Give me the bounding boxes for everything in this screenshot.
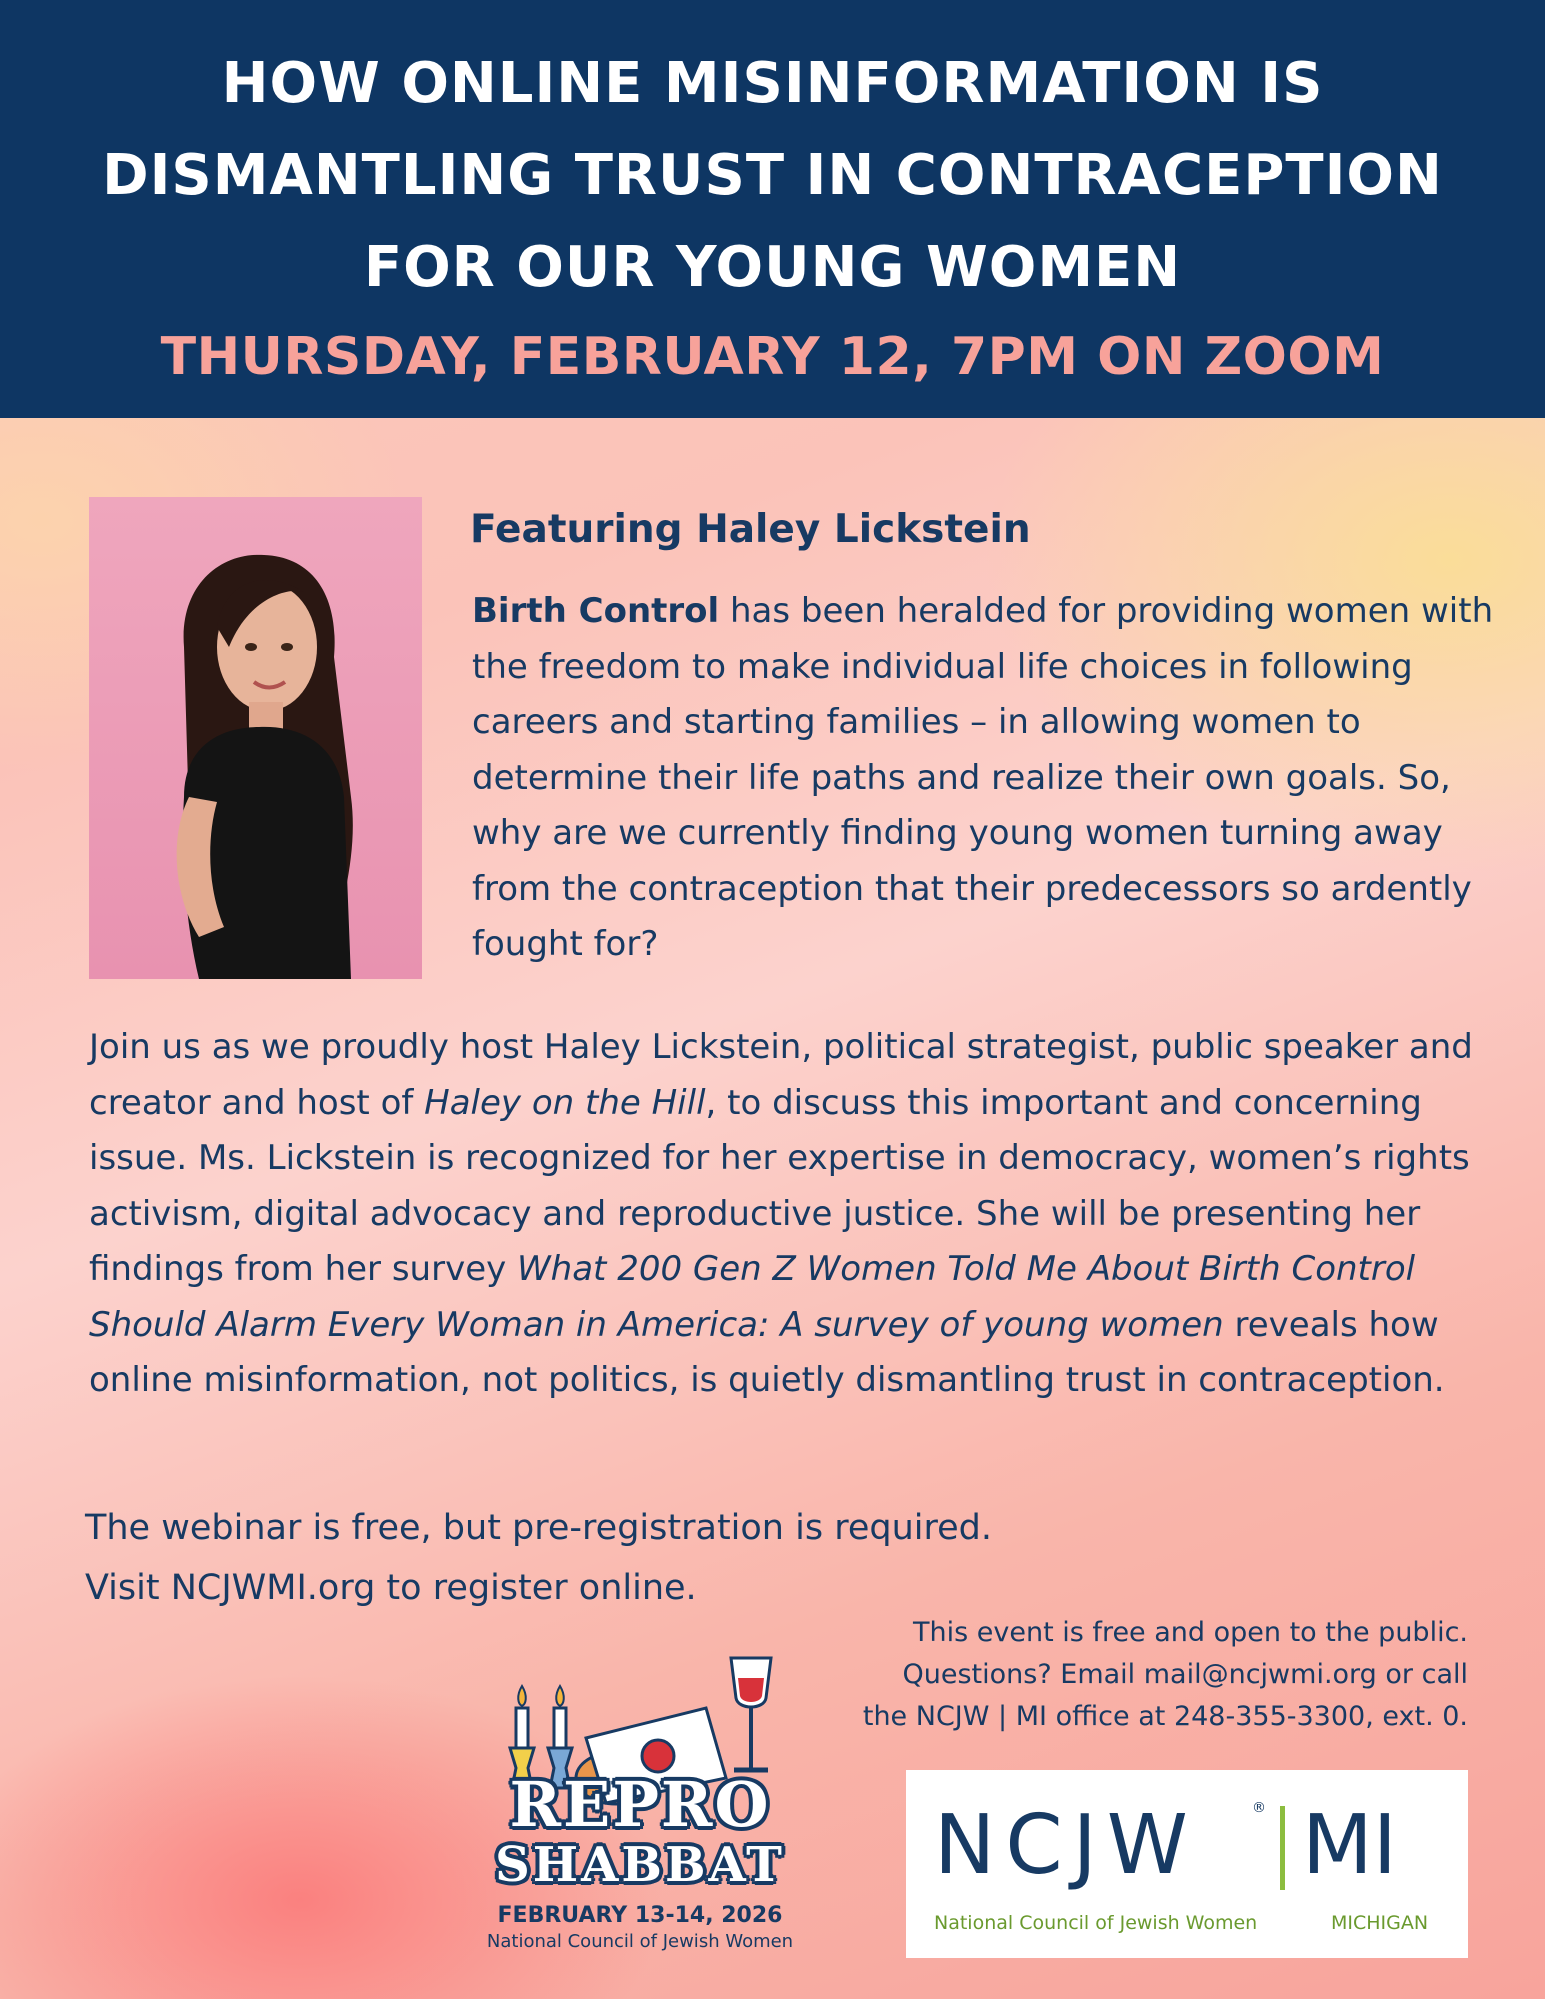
show-title: Haley on the Hill <box>424 1082 706 1123</box>
repro-shabbat-org: National Council of Jewish Women <box>486 1931 794 1952</box>
title-line-1: HOW ONLINE MISINFORMATION IS <box>221 51 1324 116</box>
speaker-portrait-image <box>89 497 422 979</box>
speaker-photo <box>89 497 422 979</box>
contact-line-3: the NCJW | MI office at 248-355-3300, ext. 0. <box>862 1701 1468 1732</box>
ncjw-org-name: National Council of Jewish Women <box>934 1912 1258 1934</box>
description-paragraph <box>89 1020 1529 1409</box>
contact-line-2[interactable]: Questions? Email mail@ncjwmi.org or call <box>902 1659 1468 1690</box>
description-part-1: Join us as we proudly host Haley Lickstein, political strategist, public speaker and creator and host of <box>89 1027 1473 1123</box>
featuring-heading: Featuring Haley Lickstein <box>470 507 1031 552</box>
ncjw-state-abbr: MI <box>1302 1798 1397 1893</box>
candle-right-icon <box>554 1708 566 1748</box>
ncjw-state-name: MICHIGAN <box>1331 1912 1429 1934</box>
ncjw-logo[interactable] <box>906 1770 1468 1958</box>
registration-line-1: The webinar is free, but pre-registration is required. <box>85 1508 992 1548</box>
contact-line-1: This event is free and open to the public. <box>913 1617 1468 1648</box>
event-title <box>0 38 1545 314</box>
registration-info <box>85 1498 1085 1618</box>
ncjw-registered-mark: ® <box>1252 1800 1266 1816</box>
header-banner <box>0 0 1545 418</box>
repro-shabbat-wordmark <box>470 1768 810 1893</box>
title-line-3: FOR OUR YOUNG WOMEN <box>363 235 1182 300</box>
intro-lead-bold: Birth Control <box>472 591 720 631</box>
candle-left-icon <box>516 1708 528 1748</box>
survey-title: What 200 Gen Z Women Told Me About Birth Control Should Alarm Every Woman in America: A survey of young women <box>89 1249 1416 1345</box>
registration-line-2[interactable]: Visit NCJWMI.org to register online. <box>85 1568 697 1608</box>
shabbat-word: SHABBAT <box>495 1837 785 1893</box>
contact-info <box>800 1612 1468 1738</box>
description-part-3: reveals how online misinformation, not politics, is quietly dismantling trust in contraception. <box>89 1304 1445 1400</box>
description-part-2: , to discuss this important and concerning issue. Ms. Lickstein is recognized for her expertise in democracy, women’s rights activism, digital advocacy and reproductive justice. She will be presenting her findings from her survey <box>89 1082 1470 1289</box>
title-line-2: DISMANTLING TRUST IN CONTRACEPTION <box>102 143 1443 208</box>
intro-text: has been heralded for providing women with the freedom to make individual life choices in following careers and starting families – in allowing women to determine their life paths and realize their own goals. So, why are we currently finding young women turning away from the contraception that their predecessors so ardently fought for? <box>472 591 1494 964</box>
intro-paragraph <box>472 584 1512 973</box>
repro-word: REPRO <box>509 1768 771 1841</box>
repro-shabbat-dates: FEBRUARY 13-14, 2026 <box>497 1903 783 1928</box>
ncjw-letters: NCJW <box>934 1798 1198 1893</box>
ncjw-divider <box>1280 1806 1285 1890</box>
event-date: THURSDAY, FEBRUARY 12, 7PM ON ZOOM <box>160 327 1385 387</box>
